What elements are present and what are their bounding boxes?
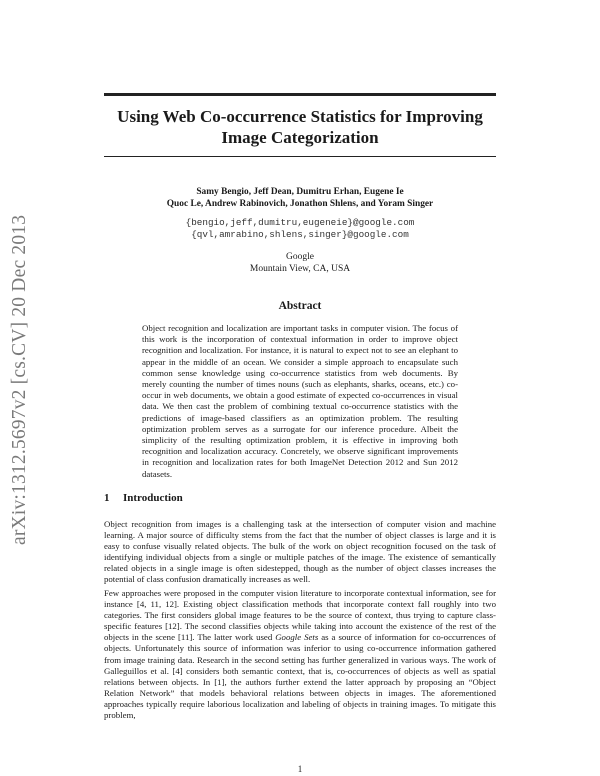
paragraph-text: Few approaches were proposed in the computer vision literature to incorporate contextual information, see for instance [4, 11, 12]. Existing object classification methods that incorporate context fall roughly into two categories. The first considers global image features to be the source of context, thus trying to capture class-specific features [12]. The second classifies objects while taking into account the existence of the rest of the objects in the scene [11]. The latter work used xyxy=(104,588,496,643)
affiliation-line: Google xyxy=(286,252,314,262)
abstract-heading: Abstract xyxy=(278,300,322,312)
title-rule-top xyxy=(104,93,496,96)
arxiv-identifier: arXiv:1312.5697v2 [cs.CV] 20 Dec 2013 xyxy=(9,214,30,545)
affiliation xyxy=(104,251,496,275)
title-line: Image Categorization xyxy=(221,128,379,147)
intro-paragraph-1: Object recognition from images is a challenging task at the intersection of computer vision and machine learning. A major source of difficulty stems from the fact that the number of object classes is large and it is easy to confuse visually related objects. The bulk of the work on object recognition focused on the task of identifying individual objects from a single or multiple patches of the image. The existence of semantically related objects in a single image is often sidestepped, though as the number of object classes increases the potential of class confusion dramatically increases as well. xyxy=(104,519,496,585)
title-line: Using Web Co-occurrence Statistics for Improving xyxy=(117,107,483,126)
emphasized-term: Google Sets xyxy=(275,632,319,643)
email-line: {qvl,amrabino,shlens,singer}@google.com xyxy=(191,229,409,240)
author-line: Quoc Le, Andrew Rabinovich, Jonathon Shlens, and Yoram Singer xyxy=(166,199,434,209)
author-emails xyxy=(104,217,496,241)
title-rule-bottom xyxy=(104,156,496,157)
affiliation-line: Mountain View, CA, USA xyxy=(249,264,351,274)
paper-title xyxy=(104,106,496,148)
abstract-text: Object recognition and localization are important tasks in computer vision. The focus of this work is the incorporation of contextual information in order to improve object recognition and localization. For instance, it is natural to expect not to see an elephant to appear in the middle of an ocean. We consider a simple approach to encapsulate such common sense knowledge using co-occurrence statistics from web documents. By merely counting the number of times nouns (such as elephants, sharks, oceans, etc.) co-occur in web documents, we obtain a good estimate of expected co-occurrences in visual data. We then cast the problem of combining textual co-occurrence statistics with the predictions of image-based classifiers as an optimization problem. The resulting optimization problem serves as a surrogate for our inference procedure. Albeit the simplicity of the resulting optimization problem, it is effective in improving both recognition and localization accuracy. Concretely, we observe significant improvements in recognition and localization rates for both ImageNet Detection 2012 and Sun 2012 datasets. xyxy=(142,323,458,479)
section-title: Introduction xyxy=(123,492,183,504)
section-heading xyxy=(104,492,496,504)
author-line: Samy Bengio, Jeff Dean, Dumitru Erhan, Eugene Ie xyxy=(196,187,404,197)
section-number: 1 xyxy=(104,492,110,504)
paragraph-text: as a source of information for co-occurrences of objects. Unfortunately this source of information was inferior to using co-occurrence information gathered from image training data. Research in the second setting has further generalized in various ways. The work of Galleguillos et al. [4] considers both semantic context, that is, co-occurrences of objects as well as spatial relations between objects. In [1], the authors further extend the latter approach by proposing an “Object Relation Network” that models behavioral relations between objects in images. The aforementioned approaches typically require laborious localization and labeling of objects in training images. To mitigate this problem, xyxy=(104,632,496,721)
page-number: 1 xyxy=(297,764,303,774)
email-line: {bengio,jeff,dumitru,eugeneie}@google.com xyxy=(185,217,415,228)
intro-paragraph-2 xyxy=(104,588,496,721)
author-list xyxy=(104,186,496,210)
